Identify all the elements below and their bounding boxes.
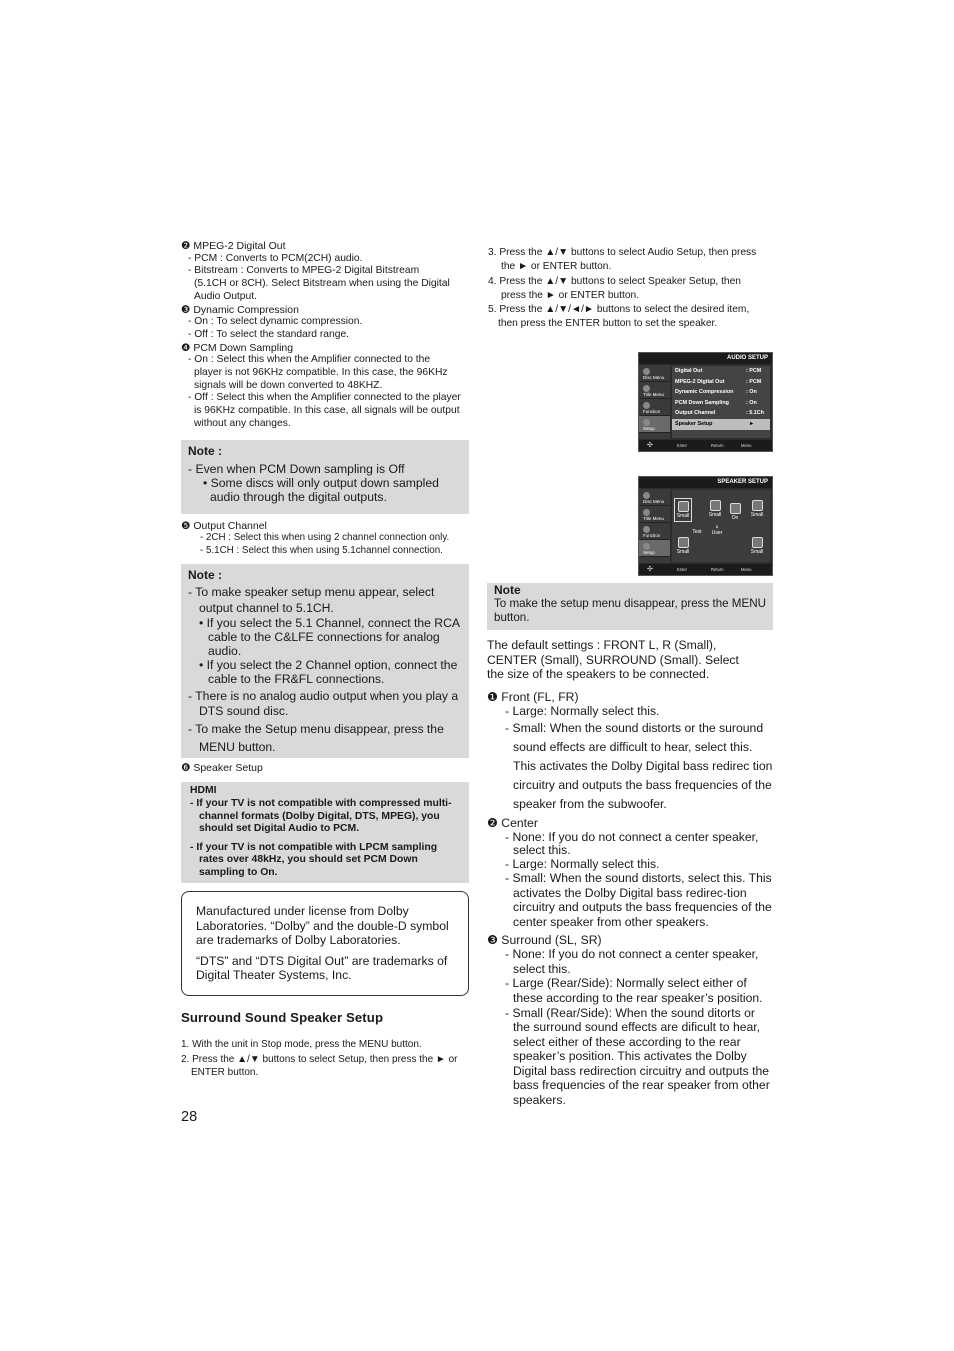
front-left-speaker[interactable]: Small bbox=[674, 498, 692, 522]
audio-setup-screen bbox=[638, 352, 773, 452]
dynamic-item: - On : To select dynamic compression. bbox=[188, 316, 363, 328]
option-row[interactable] bbox=[672, 408, 770, 419]
hdmi-item: - If your TV is not compatible with LPCM sampling rates over 48kHz, you should set PCM Down sampling to On. bbox=[190, 841, 438, 878]
front-right-speaker[interactable]: Small bbox=[748, 500, 766, 518]
option-label: MPEG-2 Digital Out bbox=[675, 378, 725, 385]
output-item: - 2CH : Select this when using 2 channel connection only. bbox=[200, 532, 450, 544]
note-line: • If you select the 5.1 Channel, connect the RCA cable to the C&LFE connections for analog audio. bbox=[199, 615, 460, 659]
front-title: ❶ Front (FL, FR) bbox=[487, 689, 579, 704]
menu-hint: Menu bbox=[741, 443, 752, 448]
test-button[interactable]: Test bbox=[692, 529, 702, 535]
step-item: 4. Press the ▲/▼ buttons to select Speaker Setup, then press the ► or ENTER button. bbox=[488, 275, 741, 301]
note-box-output bbox=[181, 564, 469, 758]
option-value: : On bbox=[746, 389, 757, 396]
pcm-item: - Off : Select this when the Amplifier connected to the player is 96KHz compatible. In this case, all signals will be output without any changes. bbox=[188, 392, 461, 429]
option-row[interactable] bbox=[672, 387, 770, 398]
section-heading: Surround Sound Speaker Setup bbox=[181, 1010, 384, 1026]
right-column bbox=[487, 246, 774, 332]
user-position: ⍋ User bbox=[708, 524, 726, 536]
pcm-title: ❹ PCM Down Sampling bbox=[181, 341, 294, 354]
subwoofer-speaker[interactable]: On bbox=[727, 503, 743, 521]
right-lower-column bbox=[487, 583, 773, 1108]
option-value: : PCM bbox=[746, 378, 762, 385]
dpad-icon: ✣ bbox=[647, 566, 653, 573]
step-item: 2. Press the ▲/▼ buttons to select Setup, then press the ► or ENTER button. bbox=[181, 1054, 458, 1078]
step-item: 5. Press the ▲/▼/◄/► buttons to select the desired item, then press the ENTER button to set the speaker. bbox=[488, 304, 750, 330]
license-text: Manufactured under license from Dolby Laboratories. “Dolby” and the double-D symbol are trademarks of Dolby Laboratories. bbox=[196, 904, 449, 948]
output-title: ❺ Output Channel bbox=[181, 519, 267, 532]
license-box bbox=[181, 891, 469, 996]
note-text: To make the setup menu disappear, press the MENU button. bbox=[494, 597, 766, 624]
surround-item: - Small (Rear/Side): When the sound ditorts or the surround sound effects are dificult to hear, select either of these according to the rear speaker’s position. This activates the Dolby Digital bass redirection circuitry and outputs the bass frequencies of the rear speaker from other speakers. bbox=[505, 1005, 770, 1108]
option-row-selected[interactable] bbox=[672, 419, 770, 430]
pcm-item: - On : Select this when the Amplifier connected to the player is not 96KHz compatible. In this case, the 96KHz signals will be down converted to 48KHZ. bbox=[188, 354, 448, 391]
option-label: PCM Down Sampling bbox=[675, 399, 729, 406]
center-speaker[interactable]: Small bbox=[706, 500, 724, 518]
option-label: Output Channel bbox=[675, 410, 716, 417]
title-menu-item[interactable]: Title Menu bbox=[639, 506, 670, 523]
option-label: Dynamic Compression bbox=[675, 389, 734, 396]
license-text: “DTS” and “DTS Digital Out” are trademarks of Digital Theater Systems, Inc. bbox=[196, 953, 448, 982]
mpeg2-item: - PCM : Converts to PCM(2CH) audio. bbox=[188, 252, 363, 264]
hdmi-item: - If your TV is not compatible with compressed multi-channel formats (Dolby Digital, DTS, MPEG), you should set Digital Audio to PCM. bbox=[190, 797, 452, 835]
enter-hint: Enter bbox=[677, 443, 688, 448]
option-value: : 5.1Ch bbox=[746, 410, 764, 417]
disc-menu-item[interactable]: Disc Menu bbox=[639, 489, 670, 506]
left-column bbox=[181, 240, 469, 1079]
surround-left-speaker[interactable]: Small bbox=[674, 537, 692, 555]
speaker-setup-title: ❻ Speaker Setup bbox=[181, 761, 263, 774]
note-line: - To make speaker setup menu appear, select output channel to 5.1CH. bbox=[188, 584, 435, 615]
hdmi-title: HDMI bbox=[190, 785, 217, 797]
note-title: Note : bbox=[188, 567, 222, 582]
center-item: - None: If you do not connect a center speaker, select this. bbox=[505, 829, 759, 857]
note-box-menu bbox=[487, 583, 773, 630]
step-item: 3. Press the ▲/▼ buttons to select Audio Setup, then press the ► or ENTER button. bbox=[488, 247, 757, 273]
center-item: - Large: Normally select this. bbox=[505, 856, 660, 871]
function-item[interactable]: Function bbox=[639, 523, 670, 540]
option-value: : PCM bbox=[746, 368, 762, 374]
center-title: ❷ Center bbox=[487, 815, 538, 830]
return-hint: Return bbox=[711, 567, 724, 572]
person-icon: ⍋ bbox=[715, 524, 719, 530]
screen-footer bbox=[639, 440, 772, 451]
note-box-pcm bbox=[181, 440, 469, 514]
note-line: - There is no analog audio output when you play a DTS sound disc. bbox=[188, 688, 459, 719]
audio-options bbox=[672, 366, 770, 438]
note-line: - Even when PCM Down sampling is Off bbox=[188, 461, 405, 476]
option-label: Digital Out bbox=[675, 368, 703, 374]
front-item: - Small: When the sound distorts or the suround sound effects are difficult to hear, select this. This activates the Dolby Digital bass redirec tion circuitry and outputs the bass frequencies of the speaker from the subwoofer. bbox=[505, 720, 773, 811]
surround-title: ❸ Surround (SL, SR) bbox=[487, 932, 602, 947]
speaker-icon bbox=[678, 537, 689, 548]
option-row[interactable] bbox=[672, 366, 770, 377]
speaker-icon bbox=[752, 500, 763, 511]
step-item: 1. With the unit in Stop mode, press the MENU button. bbox=[181, 1039, 422, 1051]
note-line: • Some discs will only output down sampled audio through the digital outputs. bbox=[203, 475, 439, 504]
mpeg2-item: - Bitstream : Converts to MPEG-2 Digital Bitstream (5.1CH or 8CH). Select Bitstream when using the Digital Audio Output. bbox=[188, 265, 450, 302]
option-value: : On bbox=[746, 399, 757, 406]
speaker-icon bbox=[678, 501, 689, 512]
output-item: - 5.1CH : Select this when using 5.1channel connection. bbox=[200, 544, 443, 556]
screen-header: SPEAKER SETUP bbox=[639, 477, 772, 488]
mpeg2-title: ❷ MPEG-2 Digital Out bbox=[181, 240, 286, 252]
speaker-layout bbox=[672, 490, 770, 562]
setup-item[interactable]: Setup bbox=[639, 540, 670, 557]
screen-sidebar bbox=[639, 489, 670, 563]
title-menu-item[interactable]: Title Menu bbox=[639, 382, 670, 399]
screen-sidebar bbox=[639, 365, 670, 439]
speaker-icon bbox=[752, 537, 763, 548]
menu-hint: Menu bbox=[741, 567, 752, 572]
disc-menu-item[interactable]: Disc Menu bbox=[639, 365, 670, 382]
screen-header: AUDIO SETUP bbox=[639, 353, 772, 364]
note-title: Note bbox=[494, 583, 521, 597]
default-settings-text: The default settings : FRONT L, R (Small), CENTER (Small), SURROUND (Small). Select the size of the speakers to be connected. bbox=[487, 638, 739, 682]
arrow-right-icon: ► bbox=[749, 420, 755, 427]
speaker-icon bbox=[730, 503, 741, 514]
center-item: - Small: When the sound distorts, select this. This activates the Dolby Digital bass redirec-tion circuitry and outputs the bass frequencies of the center speaker from other speakers. bbox=[505, 871, 772, 929]
surround-item: - Large (Rear/Side): Normally select either of these according to the rear speaker’s position. bbox=[505, 976, 763, 1005]
page-number: 28 bbox=[181, 1109, 198, 1125]
hdmi-box bbox=[181, 782, 469, 883]
note-line: • If you select the 2 Channel option, connect the cable to the FR&FL connections. bbox=[199, 658, 458, 687]
surround-item: - None: If you do not connect a center speaker, select this. bbox=[505, 947, 759, 976]
option-label: Speaker Setup bbox=[675, 420, 713, 427]
dynamic-title: ❸ Dynamic Compression bbox=[181, 303, 299, 316]
dynamic-item: - Off : To select the standard range. bbox=[188, 328, 350, 340]
dpad-icon: ✣ bbox=[647, 442, 653, 449]
speaker-icon bbox=[710, 500, 721, 511]
screen-footer bbox=[639, 564, 772, 575]
return-hint: Return bbox=[711, 443, 724, 448]
note-title: Note : bbox=[188, 443, 222, 458]
option-row[interactable] bbox=[672, 377, 770, 388]
enter-hint: Enter bbox=[677, 567, 688, 572]
option-row[interactable] bbox=[672, 398, 770, 409]
note-line: - To make the Setup menu disappear, press the MENU button. bbox=[188, 721, 444, 754]
surround-right-speaker[interactable]: Small bbox=[748, 537, 766, 555]
function-item[interactable]: Function bbox=[639, 399, 670, 416]
setup-item[interactable]: Setup bbox=[639, 416, 670, 433]
front-item: - Large: Normally select this. bbox=[505, 704, 660, 719]
speaker-setup-screen bbox=[638, 476, 773, 576]
